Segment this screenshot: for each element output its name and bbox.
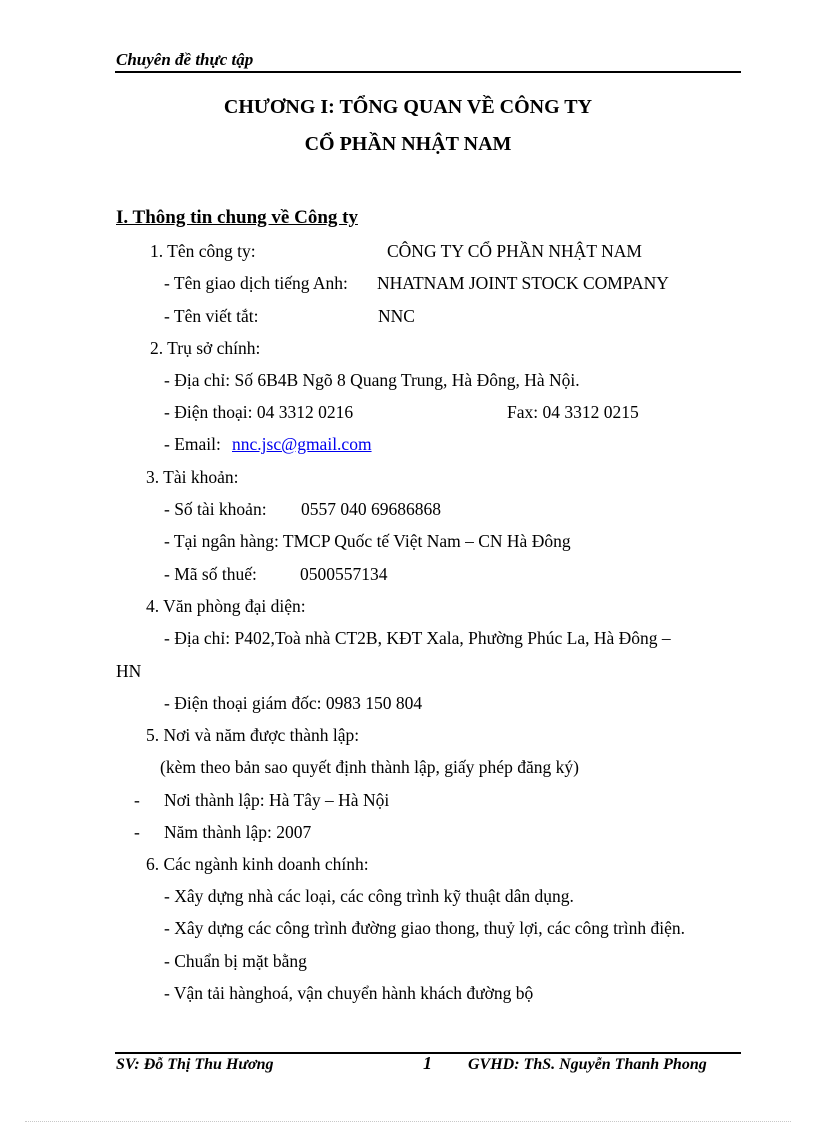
founding-year: Năm thành lập: 2007	[164, 822, 312, 842]
tax-value: 0500557134	[300, 564, 388, 584]
hq-email-label: - Email:	[164, 434, 221, 454]
business-item: - Xây dựng nhà các loại, các công trình kỹ thuật dân dụng.	[164, 886, 574, 906]
footer-student: SV: Đỗ Thị Thu Hương	[116, 1056, 274, 1073]
business-item: - Vận tải hànghoá, vận chuyển hành khách đường bộ	[164, 983, 534, 1003]
business-item: - Xây dựng các công trình đường giao thong, thuỷ lợi, các công trình điện.	[164, 918, 686, 938]
hq-label: 2. Trụ sở chính:	[150, 338, 261, 358]
hq-address: - Địa chỉ: Số 6B4B Ngõ 8 Quang Trung, Hà Đông, Hà Nội.	[164, 370, 580, 390]
company-name-label: 1. Tên công ty:	[150, 241, 256, 261]
business-label: 6. Các ngành kinh doanh chính:	[146, 854, 369, 874]
bullet-dash: -	[134, 822, 140, 842]
founding-label: 5. Nơi và năm được thành lập:	[146, 725, 360, 745]
page-number: 1	[423, 1053, 432, 1073]
office-label: 4. Văn phòng đại diện:	[146, 596, 306, 616]
director-phone: - Điện thoại giám đốc: 0983 150 804	[164, 693, 423, 713]
english-name-label: - Tên giao dịch tiếng Anh:	[164, 273, 348, 293]
section-heading: I. Thông tin chung về Công ty	[116, 207, 358, 228]
english-name-value: NHATNAM JOINT STOCK COMPANY	[377, 273, 669, 293]
account-number-value: 0557 040 69686868	[301, 499, 441, 519]
bank-line: - Tại ngân hàng: TMCP Quốc tế Việt Nam – CN Hà Đông	[164, 531, 571, 551]
account-number-label: - Số tài khoản:	[164, 499, 267, 519]
business-item: - Chuẩn bị mặt bằng	[164, 951, 307, 971]
office-address-line2: HN	[116, 661, 142, 681]
office-address-line1: - Địa chỉ: P402,Toà nhà CT2B, KĐT Xala, Phường Phúc La, Hà Đông –	[164, 628, 671, 648]
abbr-label: - Tên viết tắt:	[164, 306, 259, 326]
bullet-dash: -	[134, 790, 140, 810]
header-rule	[115, 71, 741, 73]
account-label: 3. Tài khoản:	[146, 467, 239, 487]
founding-note: (kèm theo bản sao quyết định thành lập, giấy phép đăng ký)	[160, 757, 579, 777]
abbr-value: NNC	[378, 306, 415, 326]
chapter-title-line1: CHƯƠNG I: TỔNG QUAN VỀ CÔNG TY	[223, 96, 593, 118]
hq-phone: - Điện thoại: 04 3312 0216	[164, 402, 354, 422]
chapter-title-line2: CỔ PHẦN NHẬT NAM	[304, 133, 512, 155]
running-header: Chuyên đề thực tập	[116, 50, 254, 69]
email-link[interactable]: nnc.jsc@gmail.com	[232, 434, 372, 454]
founding-place: Nơi thành lập: Hà Tây – Hà Nội	[164, 790, 390, 810]
footer-advisor: GVHD: ThS. Nguyễn Thanh Phong	[468, 1056, 707, 1073]
hq-fax: Fax: 04 3312 0215	[507, 402, 639, 422]
page-break-divider	[25, 1121, 791, 1122]
tax-label: - Mã số thuế:	[164, 564, 257, 584]
company-name-value: CÔNG TY CỔ PHẦN NHẬT NAM	[387, 241, 642, 261]
